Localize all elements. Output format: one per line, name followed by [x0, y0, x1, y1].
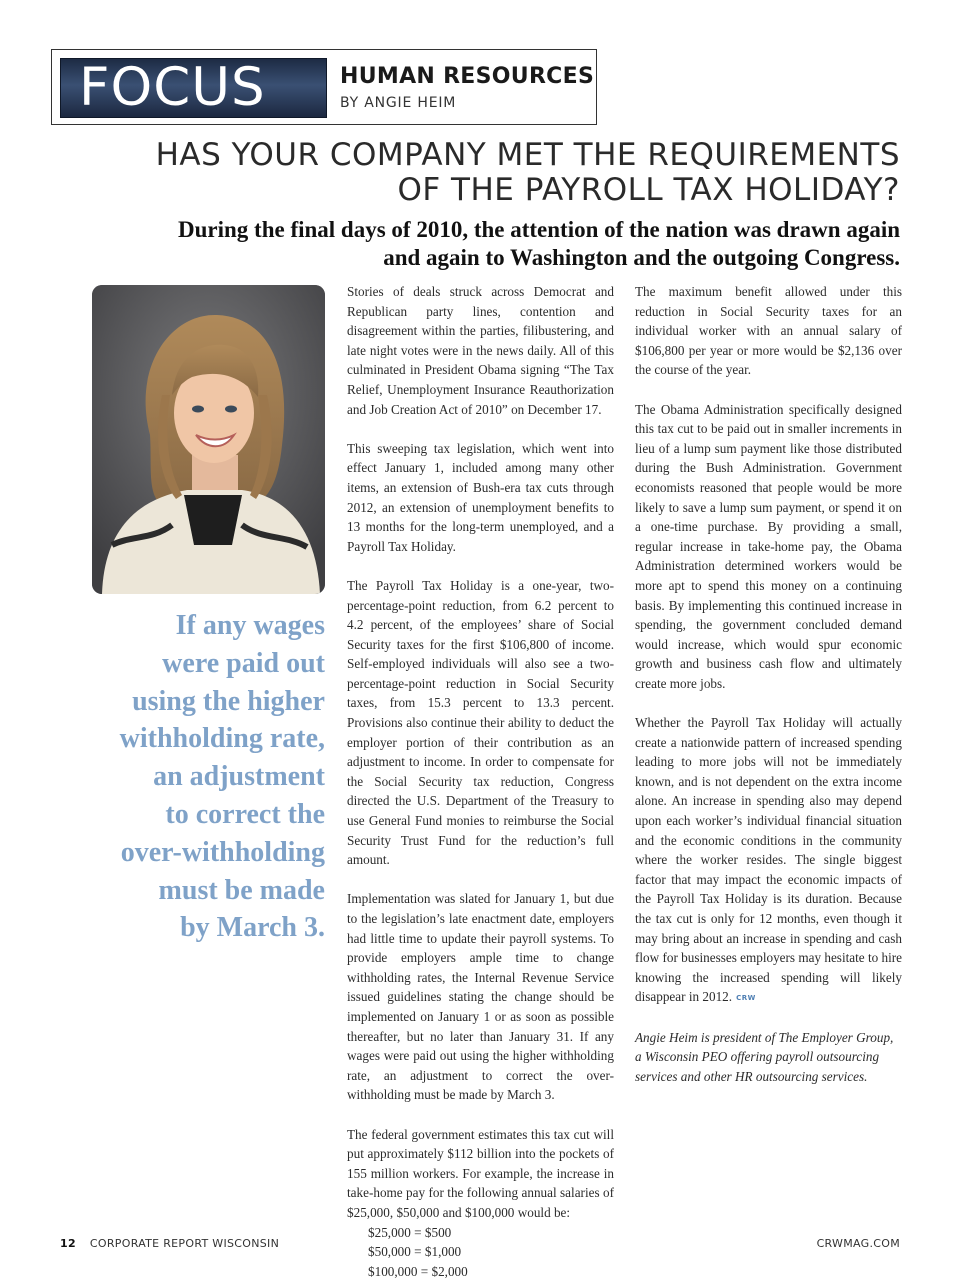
- body-paragraph: The Obama Administration specifically designed this tax cut to be paid out in smaller increments in lieu of a lump sum payment like those distributed during the Bush Administration. Government economists reasoned that people would be more likely to save a lump sum payment, or spend it on a one-time purchase. By providing a small, regular increase in take-home pay, the Obama Administration determined workers would be more apt to spend this money on a continuing basis. By implementing this continued increase in spending, the government concluded demand would increase, which would spur economic growth and business cash flow and ultimately create more jobs.: [635, 401, 902, 691]
- body-paragraph: Stories of deals struck across Democrat and Republican party lines, contention and disagreement within the parties, filibustering, and late night votes were in the news daily. All of this culminated in President Obama signing “The Tax Relief, Unemployment Insurance Reauthorization and Job Creation Act of 2010” on December 17.: [347, 284, 614, 417]
- page-number: 12: [60, 1237, 76, 1250]
- body-paragraph: The federal government estimates this tax cut will put approximately $112 billion into the pockets of 155 million workers. For example, the increase in take-home pay for the following annual salaries of $25,000, $50,000 and $100,000 would be:: [347, 1126, 614, 1220]
- author-photo: [92, 285, 325, 594]
- website-link[interactable]: CRWMAG.COM: [816, 1237, 900, 1250]
- pull-quote-line: If any wages: [175, 610, 325, 641]
- body-paragraph: This sweeping tax legislation, which went into effect January 1, included among many other items, an extension of Bush-era tax cuts through 2012, an extension of unemployment benefits to 13 months for the long-term unemployed, and a Payroll Tax Holiday.: [347, 440, 614, 554]
- byline: BY ANGIE HEIM: [340, 95, 457, 111]
- pull-quote-line: were paid out: [162, 647, 325, 679]
- dek-line-2: and again to Washington and the outgoing Congress.: [383, 245, 900, 270]
- publication-name: CORPORATE REPORT WISCONSIN: [89, 1237, 280, 1250]
- section-header: [51, 49, 597, 125]
- page-footer-left: [60, 1237, 279, 1250]
- headline-line-2: OF THE PAYROLL TAX HOLIDAY?: [397, 172, 900, 208]
- pull-quote-line: must be made: [158, 874, 325, 906]
- body-paragraph: Implementation was slated for January 1, but due to the legislation’s late enactment date, employers had little time to update their payroll systems. To provide employers ample time to change withholding rates, the Internal Revenue Service issued guidelines stating the change should be implemented on January 1 or as soon as possible thereafter, but no later than January 31. If any wages were paid out using the higher withholding rate, an adjustment to correct the over-withholding must be made by March 3.: [347, 891, 614, 1103]
- salary-list: [347, 1223, 614, 1282]
- author-portrait-icon: [92, 285, 325, 594]
- focus-banner: [60, 58, 327, 118]
- pull-quote-line: using the higher: [132, 685, 325, 717]
- article-dek: [80, 216, 900, 272]
- article-headline: [80, 138, 900, 208]
- author-bio: Angie Heim is president of The Employer Group, a Wisconsin PEO offering payroll outsourcing services and other HR outsourcing services.: [635, 1029, 894, 1084]
- focus-label: FOCUS: [79, 57, 266, 118]
- body-paragraph: The maximum benefit allowed under this reduction in Social Security taxes for an individual worker with an annual salary of $106,800 per year or more would be $2,136 over the course of the year.: [635, 284, 902, 378]
- crw-end-mark-icon: CRW: [736, 993, 756, 1002]
- section-name: HUMAN RESOURCES: [340, 64, 595, 89]
- article-column-right: [635, 282, 902, 1106]
- pull-quote-line: an adjustment: [153, 761, 325, 793]
- salary-item: $100,000 = $2,000: [368, 1264, 468, 1280]
- body-paragraph-last: [635, 713, 902, 1008]
- pull-quote-line: to correct the: [165, 798, 325, 830]
- article-column-middle: [347, 282, 614, 1282]
- pull-quote-line: over-withholding: [120, 836, 325, 868]
- body-paragraph-text: Whether the Payroll Tax Holiday will actually create a nationwide pattern of increased spending leading to more jobs will not be immediately known, and is not dependent on the extra income alone. An increase in spending also may depend upon each worker’s individual financial situation and the economic conditions in the community where the worker resides. The single biggest factor that may impact the economic impacts of the Payroll Tax Holiday is its duration. Because the tax cut is only for 12 months, even though it may bring about an increase in spending and cash flow for businesses employers may hesitate to hire knowing the increased spending will likely disappear in 2012.: [635, 715, 902, 1005]
- headline-line-1: HAS YOUR COMPANY MET THE REQUIREMENTS: [155, 137, 900, 173]
- pull-quote: [80, 607, 325, 947]
- body-paragraph: The Payroll Tax Holiday is a one-year, two-percentage-point reduction, from 6.2 percent to 4.2 percent, of the employees’ share of Social Security taxes for the first $106,800 of income. Self-employed individuals will also see a two-percentage-point reduction in Social Security taxes, from 15.3 percent to 13.3 percent. Provisions also continue their ability to deduct the employer portion of their contribution as an adjustment to income. In order to compensate for the Social Security tax reduction, Congress directed the U.S. Department of the Treasury to use General Fund monies to reimburse the Social Security Trust Fund for the reduction’s full amount.: [347, 577, 614, 868]
- pull-quote-line: withholding rate,: [119, 723, 325, 755]
- pull-quote-line: by March 3.: [180, 912, 325, 944]
- salary-item: $50,000 = $1,000: [368, 1244, 462, 1260]
- dek-line-1: During the final days of 2010, the attention of the nation was drawn again: [178, 217, 900, 242]
- salary-item: $25,000 = $500: [368, 1224, 452, 1240]
